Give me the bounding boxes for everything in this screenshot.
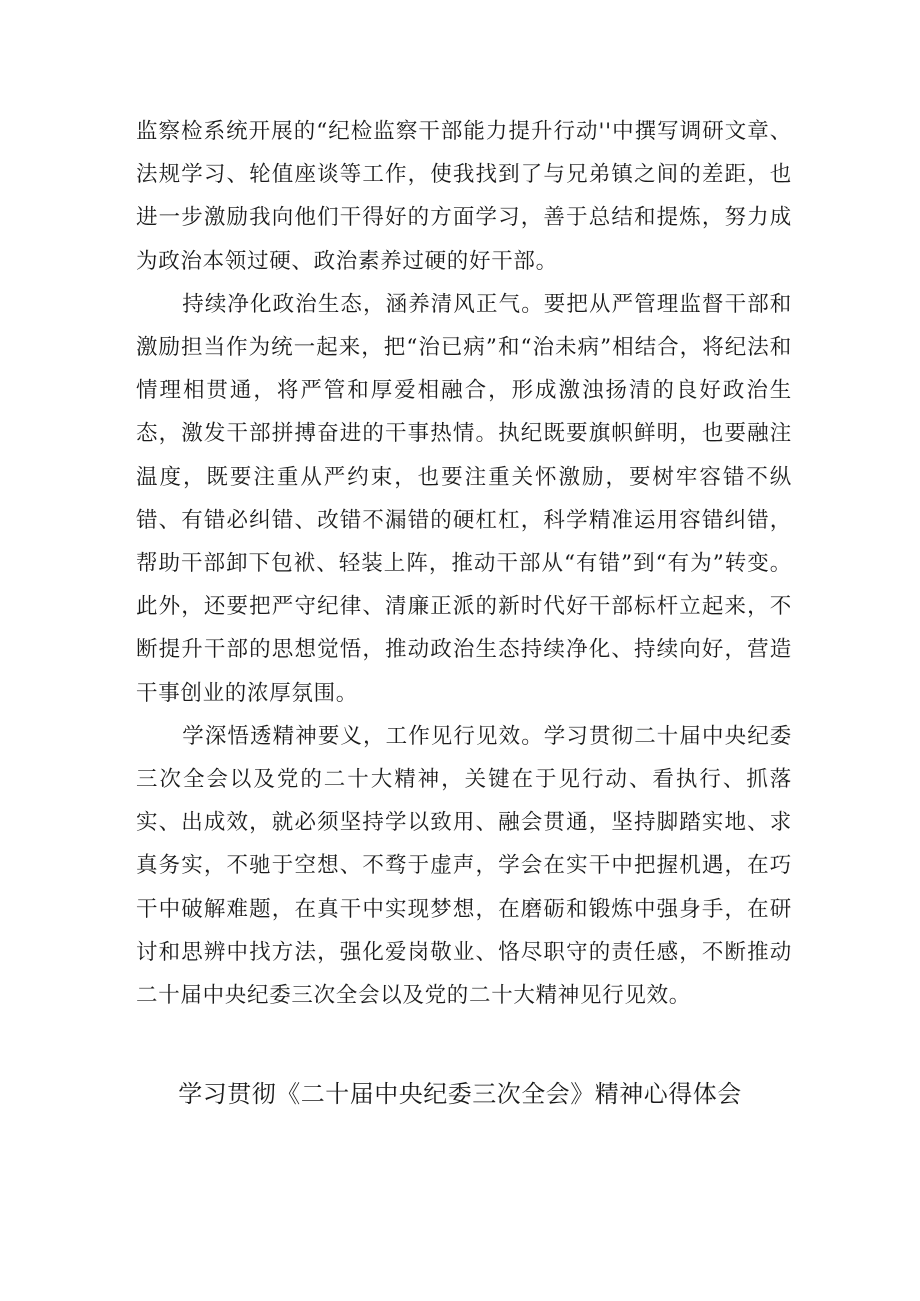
paragraph-spirit-essence: 学深悟透精神要义，工作见行见效。学习贯彻二十届中央纪委三次全会以及党的二十大精神，关键在于见行动、看执行、抓落实、出成效，就必须坚持学以致用、融会贯通，坚持脚踏实地、求真务实，不驰于空想、不骛于虚声，学会在实干中把握机遇，在巧干中破解难题，在真干中实现梦想，在磨砺和锻炼中强身手，在研讨和思辨中找方法，强化爱岗敬业、恪尽职守的责任感，不断推动二十届中央纪委三次全会以及党的二十大精神见行见效。 bbox=[136, 723, 792, 1009]
next-article-heading: 学习贯彻《二十届中央纪委三次全会》精神心得体会 bbox=[178, 1080, 742, 1108]
paragraph-continued: 监察检系统开展的“纪检监察干部能力提升行动''中撰写调研文章、法规学习、轮值座谈等工作，使我找到了与兄弟镇之间的差距，也进一步激励我向他们干得好的方面学习，善于总结和提炼，努力成为政治本领过硬、政治素养过硬的好干部。 bbox=[136, 119, 792, 274]
document-body bbox=[136, 110, 792, 1017]
paragraph-political-ecology: 持续净化政治生态，涵养清风正气。要把从严管理监督干部和激励担当作为统一起来，把“治已病”和“治未病”相结合，将纪法和情理相贯通，将严管和厚爱相融合，形成激浊扬清的良好政治生态，激发干部拼搏奋进的干事热情。执纪既要旗帜鲜明，也要融注温度，既要注重从严约束，也要注重关怀激励，要树牢容错不纵错、有错必纠错、改错不漏错的硬杠杠，科学精准运用容错纠错，帮助干部卸下包袱、轻装上阵，推动干部从“有错”到“有为”转变。此外，还要把严守纪律、清廉正派的新时代好干部标杆立起来，不断提升干部的思想觉悟，推动政治生态持续净化、持续向好，营造干事创业的浓厚氛围。 bbox=[136, 291, 792, 706]
